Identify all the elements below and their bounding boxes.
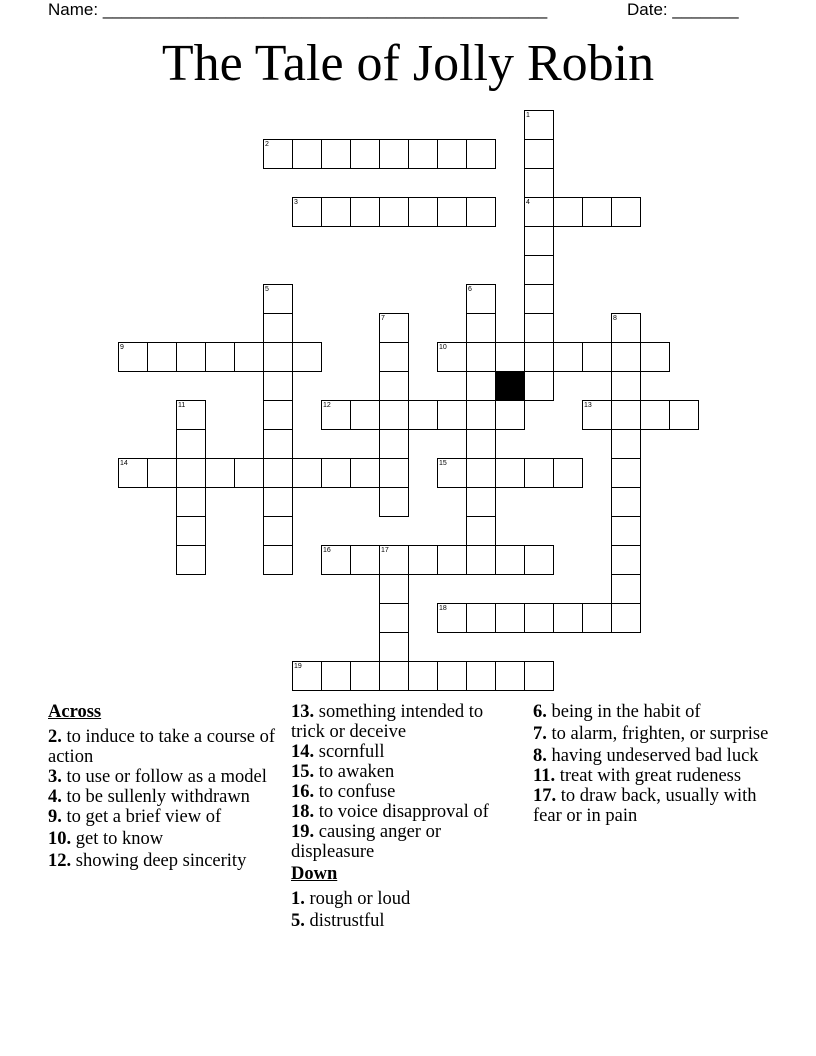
grid-cell[interactable] bbox=[466, 342, 496, 372]
black-square bbox=[495, 371, 525, 401]
grid-cell[interactable] bbox=[147, 342, 177, 372]
clue-across-13: 13. something intended to trick or deceive bbox=[291, 702, 484, 742]
clue-number: 12 bbox=[323, 402, 331, 409]
clue-number: 10 bbox=[439, 344, 447, 351]
grid-cell[interactable] bbox=[640, 400, 670, 430]
grid-cell[interactable] bbox=[553, 342, 583, 372]
grid-cell[interactable] bbox=[495, 342, 525, 372]
grid-cell[interactable] bbox=[205, 342, 235, 372]
grid-cell[interactable] bbox=[466, 458, 496, 488]
grid-cell[interactable] bbox=[379, 197, 409, 227]
clue-down-11: 11. treat with great rudeness bbox=[533, 766, 742, 786]
grid-cell[interactable] bbox=[176, 429, 206, 459]
grid-cell[interactable] bbox=[611, 516, 641, 546]
grid-cell[interactable] bbox=[321, 197, 351, 227]
grid-cell[interactable] bbox=[408, 139, 438, 169]
grid-cell[interactable] bbox=[524, 226, 554, 256]
grid-cell[interactable] bbox=[147, 458, 177, 488]
grid-cell[interactable] bbox=[524, 284, 554, 314]
grid-cell[interactable] bbox=[437, 197, 467, 227]
grid-cell[interactable] bbox=[350, 661, 380, 691]
grid-cell[interactable] bbox=[263, 400, 293, 430]
grid-cell[interactable] bbox=[524, 545, 554, 575]
clue-across-10: 10. get to know bbox=[48, 829, 164, 849]
grid-cell[interactable] bbox=[437, 661, 467, 691]
grid-cell[interactable] bbox=[466, 661, 496, 691]
clue-number: 6 bbox=[468, 286, 472, 293]
grid-cell[interactable] bbox=[234, 342, 264, 372]
grid-cell[interactable] bbox=[263, 545, 293, 575]
grid-cell[interactable] bbox=[495, 545, 525, 575]
clue-number: 14 bbox=[120, 460, 128, 467]
grid-cell[interactable] bbox=[205, 458, 235, 488]
grid-cell[interactable] bbox=[466, 545, 496, 575]
date-field bbox=[627, 0, 739, 20]
grid-cell[interactable] bbox=[466, 139, 496, 169]
grid-cell[interactable] bbox=[176, 516, 206, 546]
clues-column-2 bbox=[291, 702, 521, 931]
grid-cell[interactable] bbox=[408, 545, 438, 575]
clue-across-18: 18. to voice disapproval of bbox=[291, 802, 489, 822]
clue-across-15: 15. to awaken bbox=[291, 762, 395, 782]
grid-cell[interactable] bbox=[321, 661, 351, 691]
date-label: Date: bbox=[627, 0, 668, 19]
grid-cell[interactable] bbox=[640, 342, 670, 372]
grid-cell[interactable] bbox=[495, 458, 525, 488]
grid-cell[interactable] bbox=[379, 632, 409, 662]
grid-cell[interactable] bbox=[495, 661, 525, 691]
grid-cell[interactable] bbox=[553, 197, 583, 227]
grid-cell[interactable] bbox=[263, 342, 293, 372]
clue-down-17: 17. to draw back, usually with fear or in pain bbox=[533, 786, 757, 826]
grid-cell[interactable] bbox=[466, 487, 496, 517]
grid-cell[interactable] bbox=[176, 342, 206, 372]
grid-cell[interactable] bbox=[176, 545, 206, 575]
grid-cell[interactable] bbox=[350, 197, 380, 227]
grid-cell[interactable] bbox=[582, 342, 612, 372]
grid-cell[interactable] bbox=[234, 458, 264, 488]
clues-column-3 bbox=[533, 702, 773, 826]
grid-cell[interactable] bbox=[524, 313, 554, 343]
clue-number: 11 bbox=[178, 402, 186, 409]
grid-cell[interactable] bbox=[350, 545, 380, 575]
date-blank: _______ bbox=[672, 0, 739, 19]
header bbox=[48, 0, 748, 22]
clue-across-4: 4. to be sullenly withdrawn bbox=[48, 787, 250, 807]
grid-cell[interactable] bbox=[524, 168, 554, 198]
clue-down-8: 8. having undeserved bad luck bbox=[533, 746, 759, 766]
name-label: Name: bbox=[48, 0, 99, 19]
grid-cell[interactable] bbox=[524, 603, 554, 633]
grid-cell[interactable] bbox=[379, 400, 409, 430]
grid-cell[interactable] bbox=[379, 574, 409, 604]
grid-cell[interactable] bbox=[263, 516, 293, 546]
grid-cell[interactable] bbox=[292, 458, 322, 488]
grid-cell[interactable] bbox=[582, 197, 612, 227]
clue-number: 9 bbox=[120, 344, 124, 351]
grid-cell[interactable] bbox=[553, 603, 583, 633]
clue-number: 8 bbox=[613, 315, 617, 322]
grid-cell[interactable] bbox=[437, 545, 467, 575]
grid-cell[interactable] bbox=[350, 400, 380, 430]
grid-cell[interactable] bbox=[408, 197, 438, 227]
grid-cell[interactable] bbox=[669, 400, 699, 430]
grid-cell[interactable] bbox=[263, 487, 293, 517]
clue-number: 13 bbox=[584, 402, 592, 409]
grid-cell[interactable] bbox=[524, 661, 554, 691]
grid-cell[interactable] bbox=[466, 313, 496, 343]
clue-down-1: 1. rough or loud bbox=[291, 889, 411, 909]
grid-cell[interactable] bbox=[466, 603, 496, 633]
grid-cell[interactable] bbox=[582, 603, 612, 633]
clue-number: 18 bbox=[439, 605, 447, 612]
grid-cell[interactable] bbox=[379, 139, 409, 169]
grid-cell[interactable] bbox=[408, 661, 438, 691]
grid-cell[interactable] bbox=[176, 487, 206, 517]
grid-cell[interactable] bbox=[466, 400, 496, 430]
grid-cell[interactable] bbox=[611, 400, 641, 430]
grid-cell[interactable] bbox=[263, 371, 293, 401]
name-field bbox=[48, 0, 547, 20]
clue-across-16: 16. to confuse bbox=[291, 782, 396, 802]
clue-number: 2 bbox=[265, 141, 269, 148]
clue-across-14: 14. scornfull bbox=[291, 742, 385, 762]
clue-number: 19 bbox=[294, 663, 302, 670]
clue-number: 5 bbox=[265, 286, 269, 293]
grid-cell[interactable] bbox=[524, 342, 554, 372]
clue-across-9: 9. to get a brief view of bbox=[48, 807, 222, 827]
grid-cell[interactable] bbox=[292, 342, 322, 372]
grid-cell[interactable] bbox=[379, 371, 409, 401]
clue-across-19: 19. causing anger or displeasure bbox=[291, 822, 442, 862]
clue-across-12: 12. showing deep sincerity bbox=[48, 851, 247, 871]
clues-column-1 bbox=[48, 702, 278, 871]
grid-cell[interactable] bbox=[524, 139, 554, 169]
clue-number: 3 bbox=[294, 199, 298, 206]
clue-down-5: 5. distrustful bbox=[291, 911, 385, 931]
grid-cell[interactable] bbox=[611, 342, 641, 372]
grid-cell[interactable] bbox=[611, 487, 641, 517]
grid-cell[interactable] bbox=[611, 371, 641, 401]
grid-cell[interactable] bbox=[611, 429, 641, 459]
clue-down-7: 7. to alarm, frighten, or surprise bbox=[533, 724, 769, 744]
name-blank: _______________________________________________ bbox=[102, 0, 548, 19]
grid-cell[interactable] bbox=[524, 458, 554, 488]
grid-cell[interactable] bbox=[379, 429, 409, 459]
grid-cell[interactable] bbox=[466, 516, 496, 546]
grid-cell[interactable] bbox=[263, 458, 293, 488]
grid-cell[interactable] bbox=[379, 661, 409, 691]
grid-cell[interactable] bbox=[321, 139, 351, 169]
grid-cell[interactable] bbox=[263, 313, 293, 343]
page-title: The Tale of Jolly Robin bbox=[161, 35, 655, 92]
grid-cell[interactable] bbox=[466, 371, 496, 401]
down-heading: Down bbox=[291, 864, 338, 884]
grid-cell[interactable] bbox=[466, 429, 496, 459]
clue-number: 15 bbox=[439, 460, 447, 467]
grid-cell[interactable] bbox=[379, 342, 409, 372]
grid-cell[interactable] bbox=[408, 400, 438, 430]
clue-number: 4 bbox=[526, 199, 530, 206]
clue-across-2: 2. to induce to take a course of action bbox=[48, 727, 276, 767]
grid-cell[interactable] bbox=[553, 458, 583, 488]
grid-cell[interactable] bbox=[437, 139, 467, 169]
grid-cell[interactable] bbox=[611, 574, 641, 604]
grid-cell[interactable] bbox=[379, 487, 409, 517]
across-heading: Across bbox=[48, 702, 102, 722]
grid-cell[interactable] bbox=[495, 400, 525, 430]
grid-cell[interactable] bbox=[379, 603, 409, 633]
grid-cell[interactable] bbox=[350, 139, 380, 169]
clue-number: 16 bbox=[323, 547, 331, 554]
grid-cell[interactable] bbox=[611, 603, 641, 633]
clue-down-6: 6. being in the habit of bbox=[533, 702, 701, 722]
grid-cell[interactable] bbox=[611, 197, 641, 227]
grid-cell[interactable] bbox=[524, 255, 554, 285]
clue-across-3: 3. to use or follow as a model bbox=[48, 767, 267, 787]
grid-cell[interactable] bbox=[292, 139, 322, 169]
clue-number: 1 bbox=[526, 112, 530, 119]
grid-cell[interactable] bbox=[350, 458, 380, 488]
grid-cell[interactable] bbox=[611, 458, 641, 488]
grid-cell[interactable] bbox=[379, 458, 409, 488]
clue-number: 7 bbox=[381, 315, 385, 322]
grid-cell[interactable] bbox=[263, 429, 293, 459]
grid-cell[interactable] bbox=[176, 458, 206, 488]
grid-cell[interactable] bbox=[495, 603, 525, 633]
grid-cell[interactable] bbox=[437, 400, 467, 430]
grid-cell[interactable] bbox=[611, 545, 641, 575]
grid-cell[interactable] bbox=[524, 371, 554, 401]
grid-cell[interactable] bbox=[466, 197, 496, 227]
clue-number: 17 bbox=[381, 547, 389, 554]
grid-cell[interactable] bbox=[321, 458, 351, 488]
